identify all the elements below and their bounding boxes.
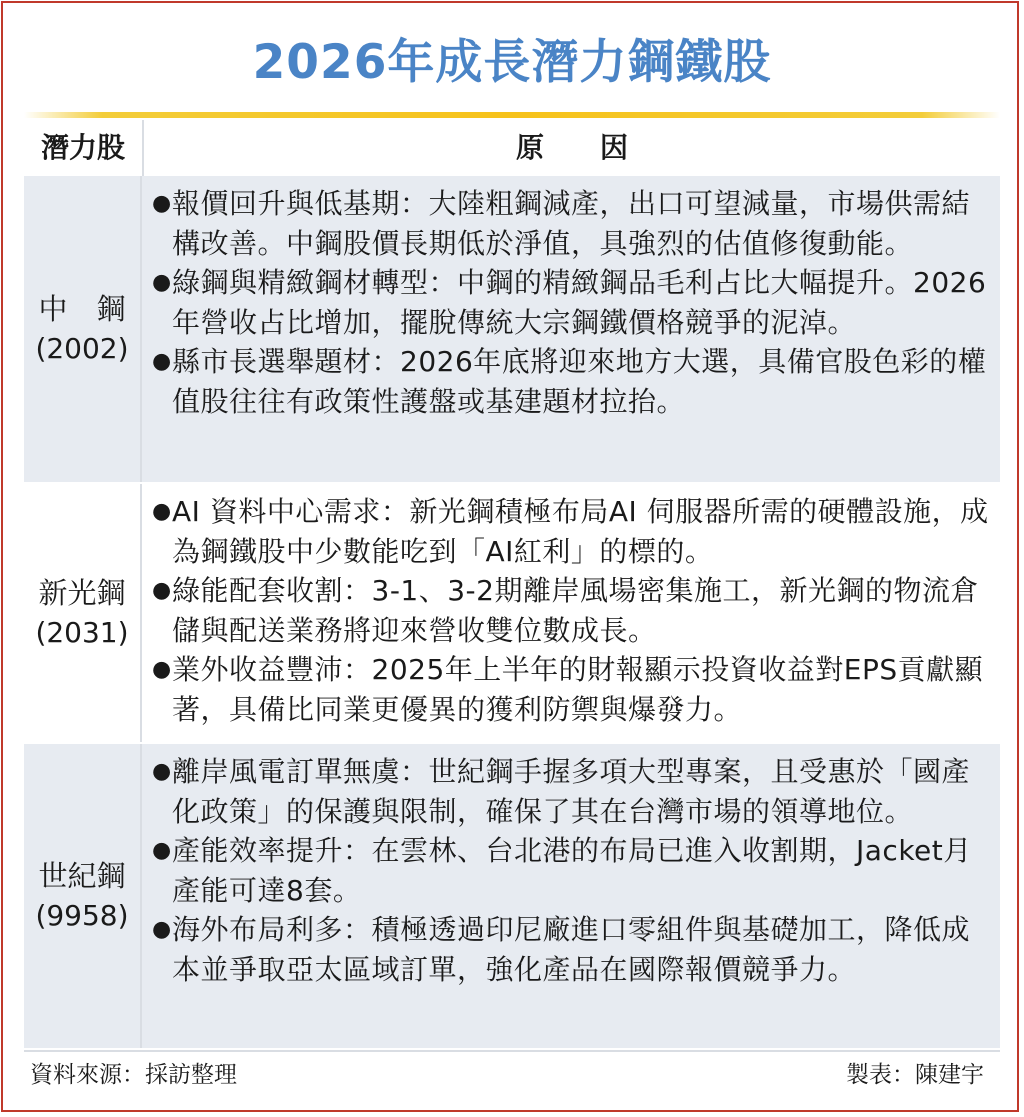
bullet-dot: ● [152,499,172,524]
bullet-dot: ● [152,838,172,863]
table-row-chinasteel [24,176,1000,482]
footer [24,1050,1000,1098]
reason-list [152,184,998,421]
stock-code: (2031) [35,616,129,649]
stock-name-cell [24,176,142,482]
reason-item: ● 產能效率提升：在雲林、台北港的布局已進入收割期，Jacket月產能可達8套。 [152,831,998,910]
reason-list [152,752,998,989]
table-row-centurysteel [24,744,1000,1048]
bullet-dot: ● [152,759,172,784]
header-stock: 潛力股 [24,120,144,176]
table-header [24,120,1000,176]
stock-code: (9958) [35,899,129,932]
bullet-dot: ● [152,349,172,374]
reason-list [152,492,998,729]
bullet-dot: ● [152,191,172,216]
reason-item: ● 報價回升與低基期：大陸粗鋼減產，出口可望減量，市場供需結構改善。中鋼股價長期低於淨值，具強烈的估值修復動能。 [152,184,998,263]
table-row-hsinkuang [24,484,1000,742]
stock-name: 中 鋼 [38,292,126,326]
reason-item: ● 離岸風電訂單無虞：世紀鋼手握多項大型專案，且受惠於「國產化政策」的保護與限制，確保了其在台灣市場的領導地位。 [152,752,998,831]
reason-item: ● 業外收益豐沛：2025年上半年的財報顯示投資收益對EPS貢獻顯著，具備比同業更優異的獲利防禦與爆發力。 [152,650,998,729]
bullet-dot: ● [152,657,172,682]
reason-item: ● 綠鋼與精緻鋼材轉型：中鋼的精緻鋼品毛利占比大幅提升。2026年營收占比增加，擺脫傳統大宗鋼鐵價格競爭的泥淖。 [152,263,998,342]
bullet-dot: ● [152,270,172,295]
reason-item: ● 海外布局利多：積極透過印尼廠進口零組件與基礎加工，降低成本並爭取亞太區域訂單，強化產品在國際報價競爭力。 [152,910,998,989]
bullet-dot: ● [152,917,172,942]
source-note: 資料來源：採訪整理 [30,1062,237,1088]
stock-code: (2002) [35,332,129,365]
reason-item: ● 縣市長選舉題材：2026年底將迎來地方大選，具備官股色彩的權值股往往有政策性護盤或基建題材拉抬。 [152,342,998,421]
stock-name-cell [24,744,142,1048]
reason-item: ● AI 資料中心需求：新光鋼積極布局AI 伺服器所需的硬體設施，成為鋼鐵股中少數能吃到「AI紅利」的標的。 [152,492,998,571]
title-underline [24,112,1000,118]
stock-name: 新光鋼 [38,576,126,610]
reason-item: ● 綠能配套收割：3-1、3-2期離岸風場密集施工，新光鋼的物流倉儲與配送業務將迎來營收雙位數成長。 [152,571,998,650]
stock-name: 世紀鋼 [38,859,126,893]
author-credit: 製表：陳建宇 [846,1062,984,1088]
header-reason: 原 因 [515,131,628,164]
stock-name-cell [24,484,142,742]
bullet-dot: ● [152,578,172,603]
page-title: 2026年成長潛力鋼鐵股 [252,35,772,90]
